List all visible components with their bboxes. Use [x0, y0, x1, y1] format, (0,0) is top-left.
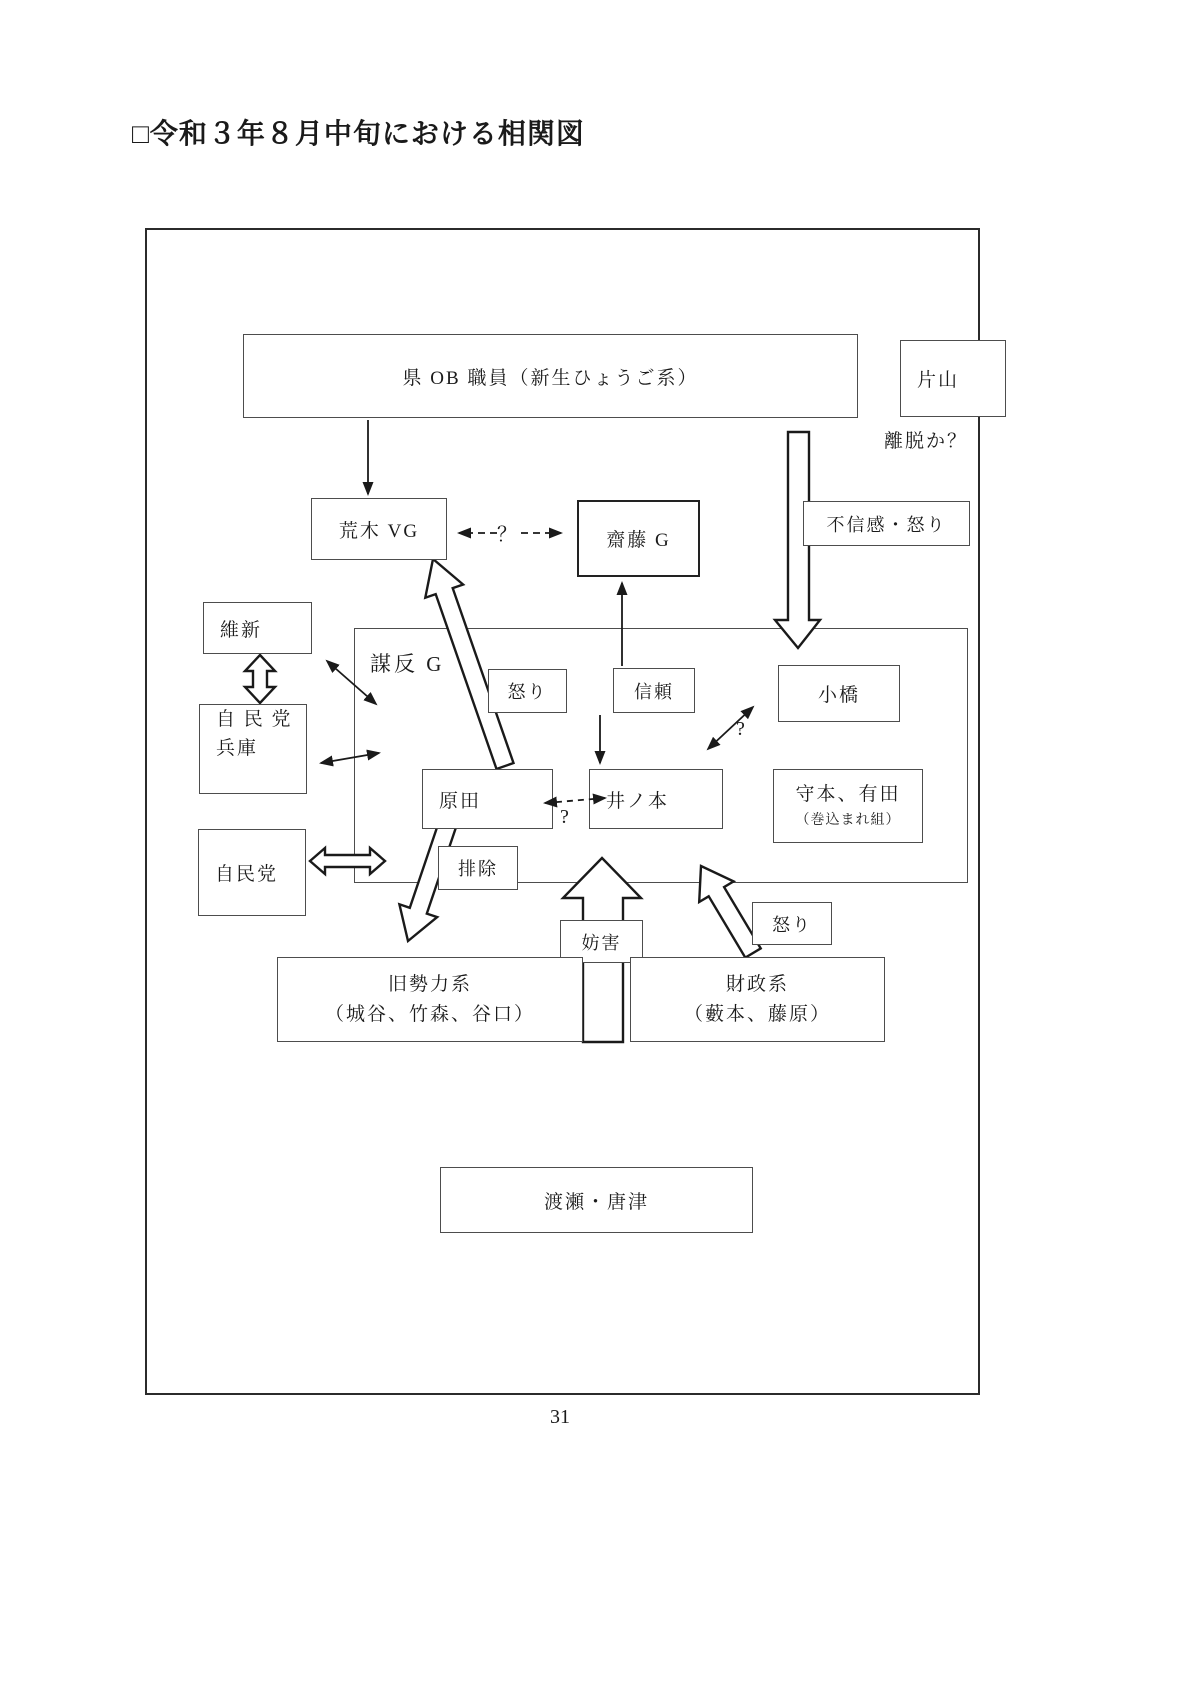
node-araki-vg: 荒木 VG	[311, 498, 447, 560]
node-zaisei-line1: 財政系	[725, 974, 789, 996]
question-harada-inomoto: ?	[560, 806, 569, 828]
ishin-jiminto-double-arrow	[245, 655, 275, 703]
node-harada: 原田	[422, 769, 553, 829]
node-jiminto-hyogo-line1: 自 民 党	[216, 709, 293, 730]
node-kyuseiryoku-line1: 旧勢力系	[387, 974, 472, 996]
label-ikari-upper: 怒り	[488, 669, 567, 713]
question-araki-saito: ？	[497, 524, 517, 546]
node-saito-g: 齋藤 G	[577, 500, 700, 577]
muhon-g-label: 謀反 G	[370, 652, 445, 676]
label-shinrai: 信頼	[613, 668, 695, 713]
label-fushinkan-ikari: 不信感・怒り	[803, 501, 970, 546]
label-haijo: 排除	[438, 846, 518, 890]
node-morimoto-arita-line2: （巻込まれ組）	[795, 812, 901, 828]
node-zaisei-line2: （藪本、藤原）	[683, 1003, 831, 1025]
node-morimoto-arita-line1: 守本、有田	[795, 784, 901, 806]
node-kobashi: 小橋	[778, 665, 900, 722]
node-ob-staff: 県 OB 職員（新生ひょうご系）	[243, 334, 858, 418]
node-inomoto: 井ノ本	[589, 769, 723, 829]
node-jiminto: 自民党	[198, 829, 306, 916]
label-bogai: 妨害	[560, 920, 643, 963]
jiminto-muhon-double-arrow	[310, 848, 385, 874]
page-title: □令和３年８月中旬における相関図	[132, 118, 585, 149]
question-kobashi-inomoto: ?	[736, 718, 745, 740]
node-katayama: 片山	[900, 340, 1006, 417]
page-number: 31	[550, 1406, 570, 1428]
node-jiminto-hyogo-line2: 兵庫	[216, 738, 259, 760]
ridatsu-note: 離脱か？	[884, 431, 969, 452]
label-ikari-lower: 怒り	[752, 902, 832, 945]
node-kyuseiryoku-line2: （城谷、竹森、谷口）	[324, 1003, 535, 1025]
node-ishin: 維新	[203, 602, 312, 654]
node-watase-karatsu: 渡瀬・唐津	[440, 1167, 753, 1233]
